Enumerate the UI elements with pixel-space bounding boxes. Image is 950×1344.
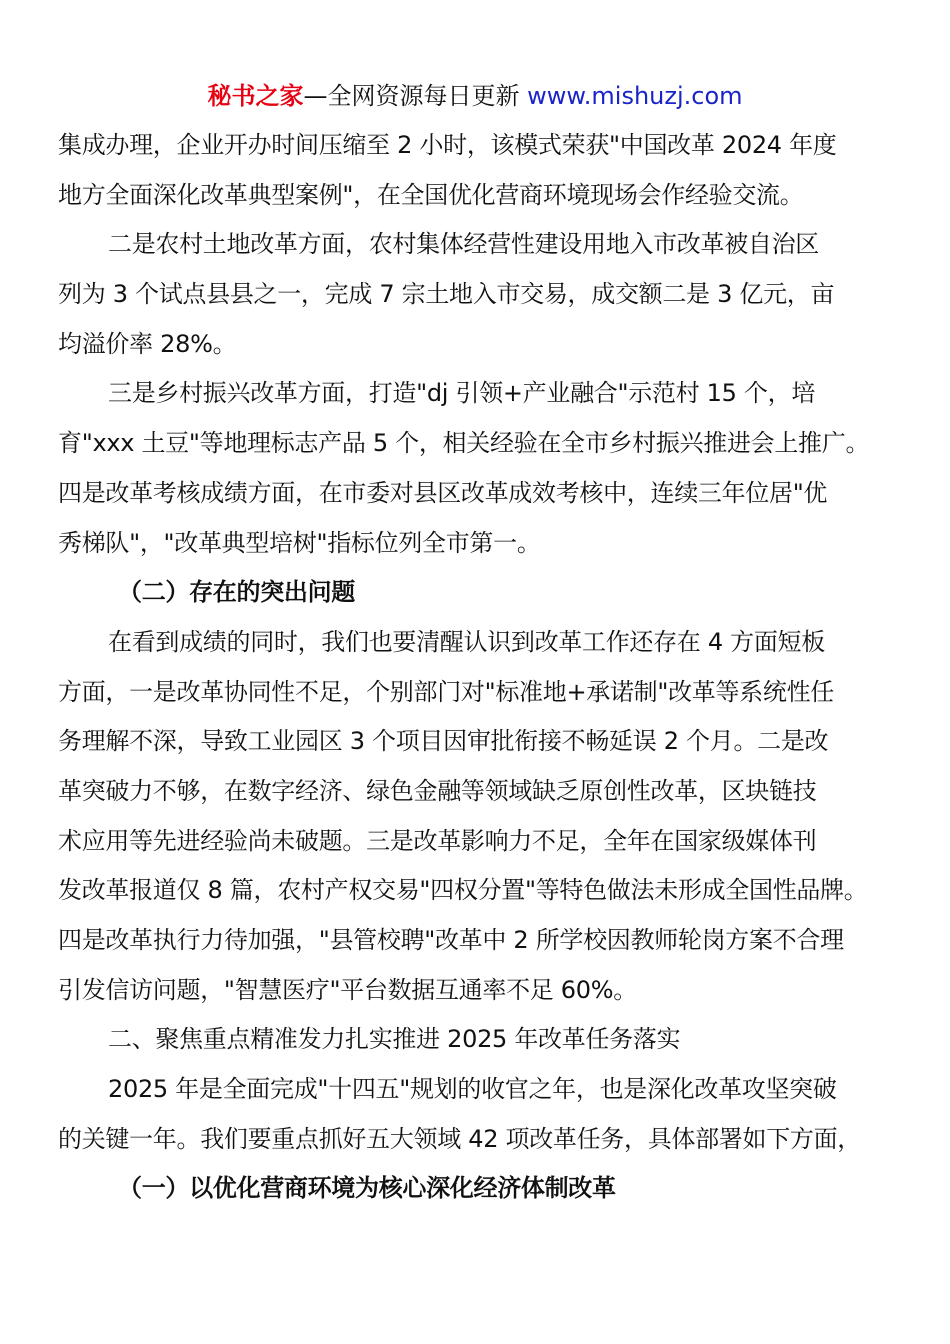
text-line: 地方全面深化改革典型案例"，在全国优化营商环境现场会作经验交流。	[58, 180, 804, 209]
text-line: 均溢价率 28%。	[58, 329, 237, 358]
paragraph-2025: 2025 年是全面完成"十四五"规划的收官之年，也是深化改革攻坚突破	[108, 1075, 837, 1104]
site-header	[0, 80, 950, 112]
subheading-problems: （二）存在的突出问题	[118, 578, 355, 607]
text-line: 术应用等先进经验尚未破题。三是改革影响力不足，全年在国家级媒体刊	[58, 826, 817, 855]
site-tagline: —全网资源每日更新	[303, 82, 520, 110]
site-url[interactable]: www.mishuzj.com	[527, 82, 743, 110]
text-line: 集成办理，企业开办时间压缩至 2 小时，该模式荣获"中国改革 2024 年度	[58, 131, 837, 159]
text-line: 发改革报道仅 8 篇，农村产权交易"四权分置"等特色做法未形成全国性品牌。	[58, 876, 868, 905]
paragraph-rural-land: 二是农村土地改革方面，农村集体经营性建设用地入市改革被自治区	[108, 230, 819, 259]
text-line: 革突破力不够，在数字经济、绿色金融等领域缺乏原创性改革，区块链技	[58, 776, 817, 805]
document-body	[58, 121, 918, 1214]
text-line: 四是改革考核成绩方面，在市委对县区改革成效考核中，连续三年位居"优	[58, 478, 828, 507]
section-heading-two: 二、聚焦重点精准发力扎实推进 2025 年改革任务落实	[108, 1025, 681, 1054]
text-line: 引发信访问题，"智慧医疗"平台数据互通率不足 60%。	[58, 975, 637, 1004]
subheading-business-environment: （一）以优化营商环境为核心深化经济体制改革	[118, 1174, 616, 1203]
site-brand: 秘书之家	[207, 82, 304, 110]
paragraph-problems: 在看到成绩的同时，我们也要清醒认识到改革工作还存在 4 方面短板	[108, 627, 825, 656]
text-line: 列为 3 个试点县县之一，完成 7 宗土地入市交易，成交额二是 3 亿元，亩	[58, 280, 835, 309]
text-line: 育"xxx 土豆"等地理标志产品 5 个，相关经验在全市乡村振兴推进会上推广。	[58, 429, 870, 458]
text-line: 方面，一是改革协同性不足，个别部门对"标准地+承诺制"改革等系统性任	[58, 677, 834, 706]
text-line: 四是改革执行力待加强，"县管校聘"改革中 2 所学校因教师轮岗方案不合理	[58, 926, 844, 954]
text-line: 务理解不深，导致工业园区 3 个项目因审批衔接不畅延误 2 个月。二是改	[58, 727, 829, 756]
paragraph-rural-revitalization: 三是乡村振兴改革方面，打造"dj 引领+产业融合"示范村 15 个，培	[108, 379, 816, 408]
text-line: 的关键一年。我们要重点抓好五大领域 42 项改革任务，具体部署如下方面，	[58, 1124, 861, 1153]
text-line: 秀梯队"，"改革典型培树"指标位列全市第一。	[58, 528, 541, 557]
